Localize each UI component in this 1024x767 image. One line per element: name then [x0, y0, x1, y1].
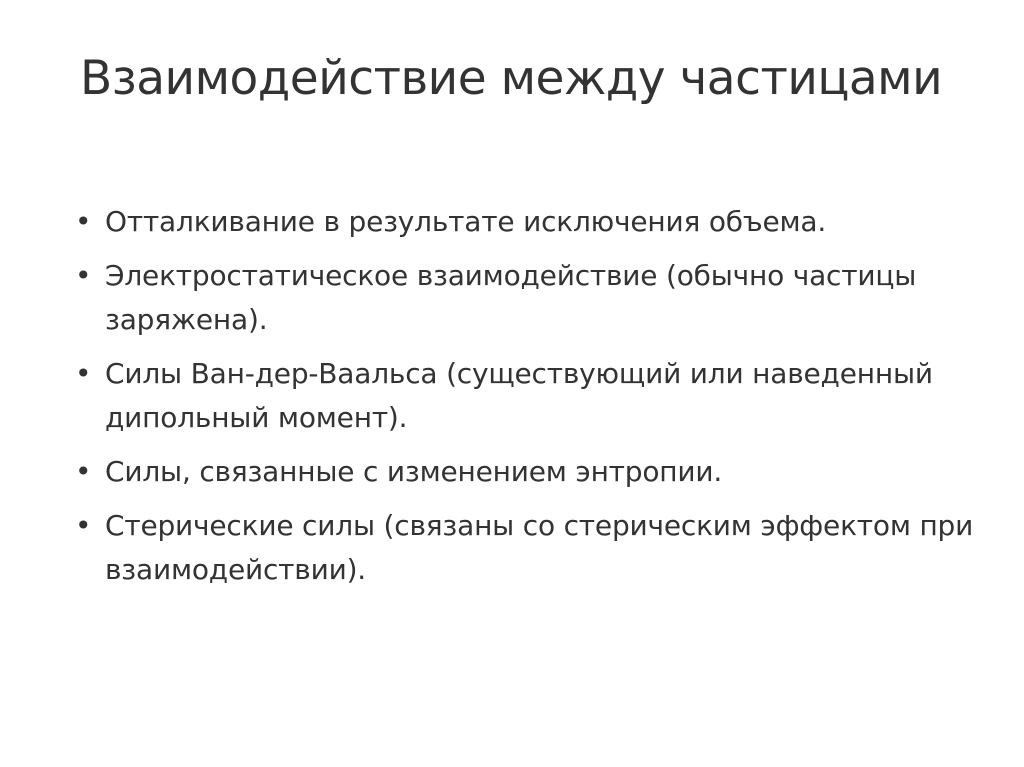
bullet-text: Силы, связанные с изменением энтропии.	[105, 455, 723, 488]
bullet-item	[75, 504, 975, 592]
slide-title: Взаимодействие между частицами	[80, 51, 943, 106]
bullet-item	[75, 352, 975, 440]
bullet-dot: •	[75, 357, 92, 390]
bullet-item	[75, 254, 975, 342]
bullet-list	[75, 200, 975, 602]
bullet-text: Электростатическое взаимодействие (обычно частицы заряжена).	[105, 259, 917, 336]
bullet-dot: •	[75, 259, 92, 292]
bullet-dot: •	[75, 205, 92, 238]
bullet-text: Силы Ван-дер-Ваальса (существующий или наведенный дипольный момент).	[105, 357, 933, 434]
bullet-item	[75, 200, 975, 244]
bullet-text: Отталкивание в результате исключения объема.	[105, 205, 827, 238]
bullet-dot: •	[75, 455, 92, 488]
bullet-dot: •	[75, 509, 92, 542]
bullet-item	[75, 450, 975, 494]
bullet-text: Стерические силы (связаны со стерическим эффектом при взаимодействии).	[105, 509, 974, 586]
